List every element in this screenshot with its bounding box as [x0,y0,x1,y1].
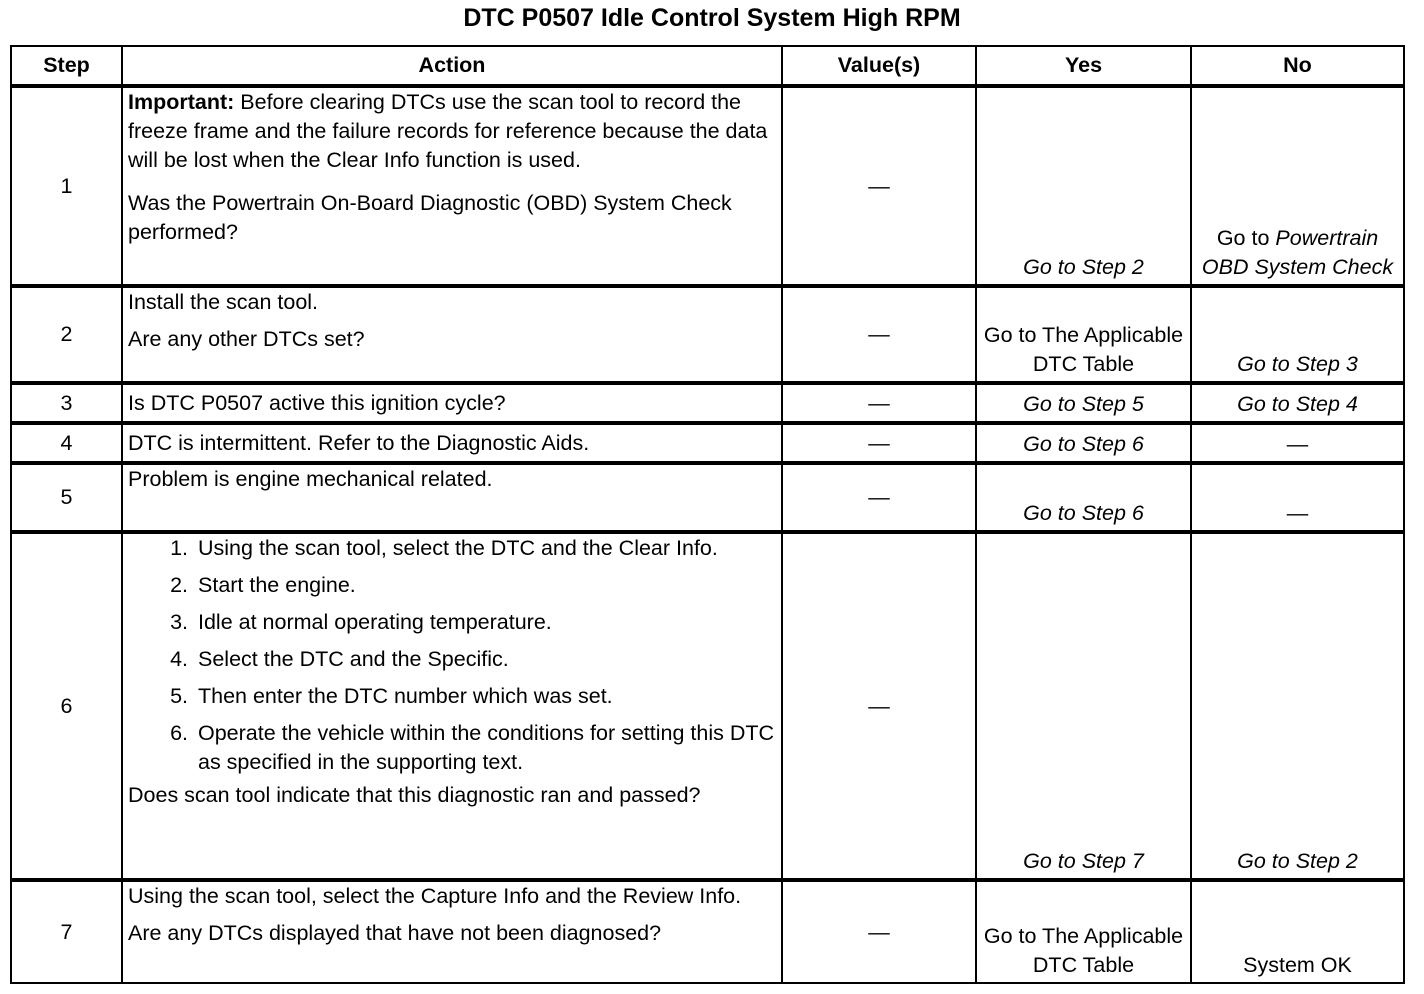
yes-cell: Go to Step 5 [976,383,1191,423]
action-cell [122,880,782,983]
yes-cell: Go to Step 6 [976,463,1191,532]
step-number: 5 [11,463,122,532]
important-note [128,88,776,175]
important-text: Before clearing DTCs use the scan tool to record the freeze frame and the failure records for reference because the data will be lost when the Clear Info function is used. [128,90,768,172]
header-step: Step [11,46,122,86]
action-cell [122,532,782,880]
diagnostic-table [10,45,1405,984]
action-question: Does scan tool indicate that this diagnostic ran and passed? [128,783,701,807]
value-cell: — [782,286,976,383]
action-text: Install the scan tool. [128,290,319,314]
no-cell: — [1191,423,1404,463]
step-number: 1 [11,86,122,286]
header-no: No [1191,46,1404,86]
action-question: Was the Powertrain On-Board Diagnostic (OBD) System Check performed? [128,191,732,244]
list-item: 1. Using the scan tool, select the DTC and the Clear Info. [194,534,776,563]
important-label: Important: [128,90,235,114]
action-text: Problem is engine mechanical related. [122,463,782,532]
yes-cell: Go to Step 7 [976,532,1191,880]
value-cell: — [782,463,976,532]
yes-cell: Go to Step 6 [976,423,1191,463]
yes-cell: Go to Step 2 [976,86,1191,286]
table-row [11,86,1404,286]
step-number: 7 [11,880,122,983]
list-item: 6. Operate the vehicle within the conditions for setting this DTC as specified in the supporting text. [194,719,776,777]
yes-cell: Go to The Applicable DTC Table [976,286,1191,383]
no-cell: System OK [1191,880,1404,983]
table-row [11,423,1404,463]
list-item: 3. Idle at normal operating temperature. [194,608,776,637]
action-text: DTC is intermittent. Refer to the Diagnostic Aids. [122,423,782,463]
value-cell: — [782,880,976,983]
document-title: DTC P0507 Idle Control System High RPM [463,4,961,32]
no-cell: Go to Step 2 [1191,532,1404,880]
action-cell [122,86,782,286]
action-question: Are any DTCs displayed that have not been diagnosed? [128,921,662,945]
list-item: 5. Then enter the DTC number which was set. [194,682,776,711]
yes-cell: Go to The Applicable DTC Table [976,880,1191,983]
list-item: 4. Select the DTC and the Specific. [194,645,776,674]
header-yes: Yes [976,46,1191,86]
step-number: 2 [11,286,122,383]
value-cell: — [782,423,976,463]
action-text: Using the scan tool, select the Capture Info and the Review Info. [128,884,742,908]
step-number: 6 [11,532,122,880]
value-cell: — [782,383,976,423]
table-row [11,286,1404,383]
no-prefix: Go to [1216,226,1270,250]
no-cell [1191,86,1404,286]
table-row [11,880,1404,983]
table-row [11,383,1404,423]
action-cell [122,286,782,383]
no-cell: Go to Step 3 [1191,286,1404,383]
table-row [11,463,1404,532]
table-row [11,532,1404,880]
step-number: 3 [11,383,122,423]
no-cell: Go to Step 4 [1191,383,1404,423]
list-item: 2. Start the engine. [194,571,776,600]
action-question: Are any other DTCs set? [128,327,365,351]
no-link: Powertrain OBD System Check [1201,226,1394,279]
value-cell: — [782,86,976,286]
header-row [11,46,1404,86]
procedure-list [128,534,776,777]
header-values: Value(s) [782,46,976,86]
value-cell: — [782,532,976,880]
header-action: Action [122,46,782,86]
action-text: Is DTC P0507 active this ignition cycle? [122,383,782,423]
step-number: 4 [11,423,122,463]
no-cell: — [1191,463,1404,532]
